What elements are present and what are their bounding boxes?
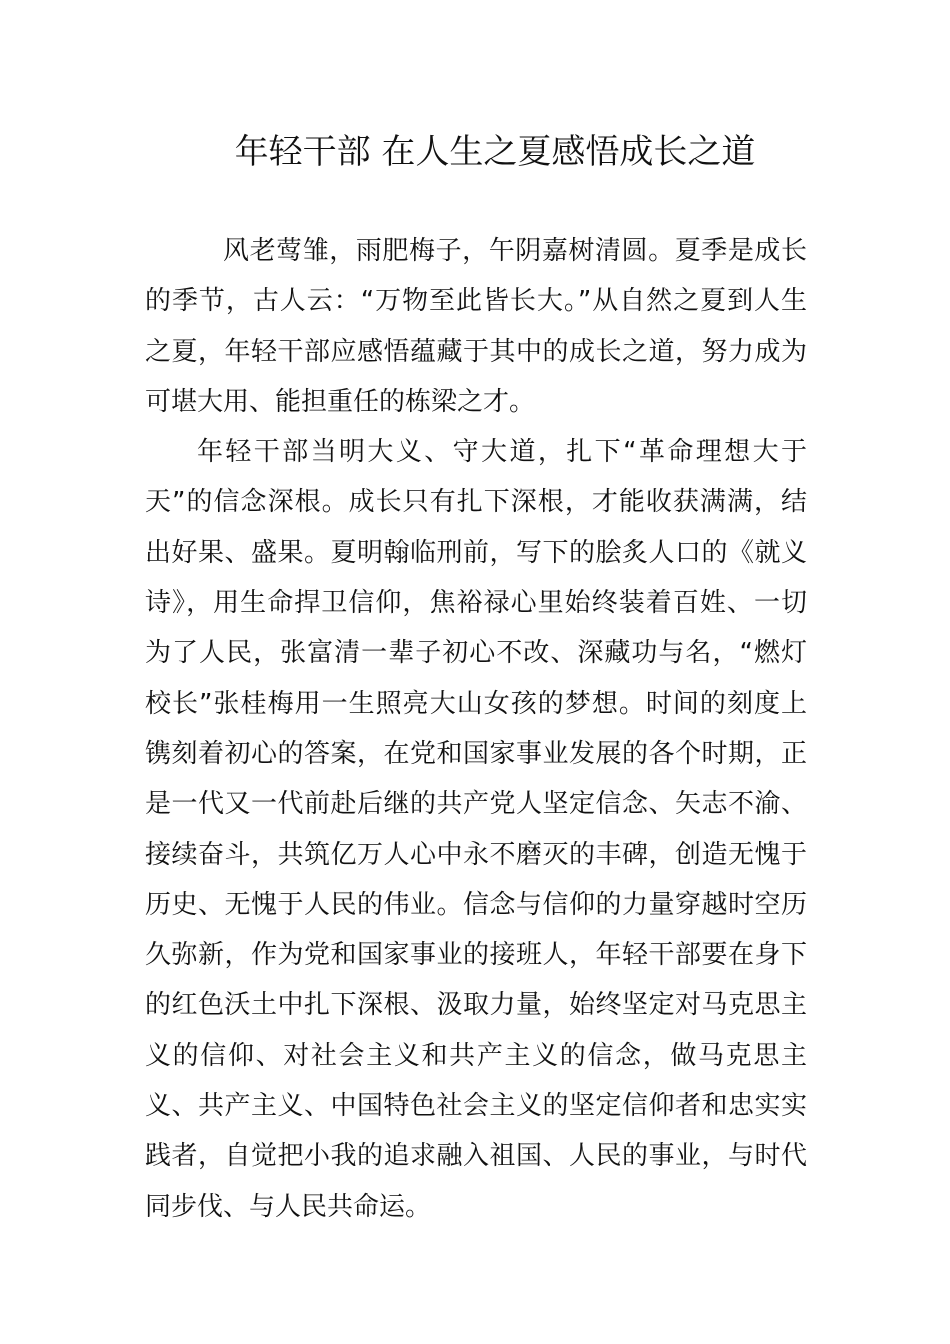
paragraph-2: 年轻干部当明大义、守大道，扎下“革命理想大于天”的信念深根。成长只有扎下深根，才能收获满满，结出好果、盛果。夏明翰临刑前，写下的脍炙人口的《就义诗》，用生命捍卫信仰，焦裕禄心里始终装着百姓、一切为了人民，张富清一辈子初心不改、深藏功与名，“燃灯校长”张桂梅用一生照亮大山女孩的梦想。时间的刻度上镌刻着初心的答案，在党和国家事业发展的各个时期，正是一代又一代前赴后继的共产党人坚定信念、矢志不渝、接续奋斗，共筑亿万人心中永不磨灭的丰碑，创造无愧于历史、无愧于人民的伟业。信念与信仰的力量穿越时空历久弥新，作为党和国家事业的接班人，年轻干部要在身下的红色沃土中扎下深根、汲取力量，始终坚定对马克思主义的信仰、对社会主义和共产主义的信念，做马克思主义、共产主义、中国特色社会主义的坚定信仰者和忠实实践者，自觉把小我的追求融入祖国、人民的事业，与时代同步伐、与人民共命运。: [145, 437, 807, 1222]
paragraph-1: 风老莺雏，雨肥梅子，午阴嘉树清圆。夏季是成长的季节，古人云：“万物至此皆长大。”从自然之夏到人生之夏，年轻干部应感悟蕴藏于其中的成长之道，努力成为可堪大用、能担重任的栋梁之才。: [145, 236, 807, 417]
document-body: [145, 226, 807, 1232]
document-title: 年轻干部 在人生之夏感悟成长之道: [234, 132, 756, 172]
